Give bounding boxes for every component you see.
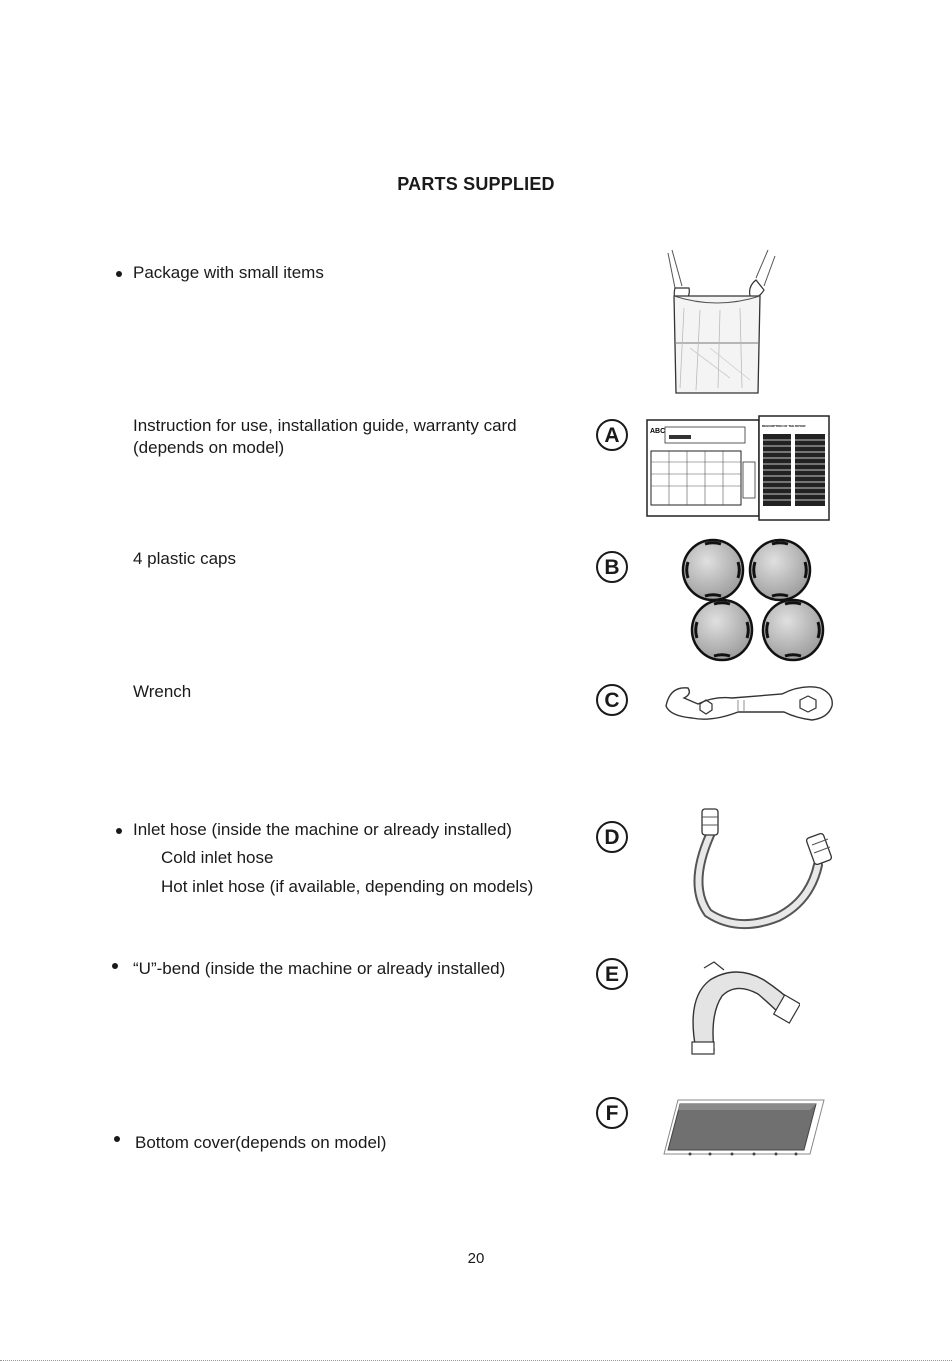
bullet-package [116,271,122,277]
caps-text: 4 plastic caps [133,549,236,568]
wrench-icon [662,682,838,726]
inlet-hose-line2: Cold inlet hose [161,848,274,867]
label-a: A [596,419,628,451]
page-title: PARTS SUPPLIED [397,174,555,194]
u-bend-icon [680,958,800,1062]
manual-booklet-icon [643,414,833,522]
label-d: D [596,821,628,853]
bag-with-hands-icon [660,248,780,398]
plastic-cap-icon [680,535,840,665]
package-text: Package with small items [133,263,324,282]
instructions-line2: (depends on model) [133,438,285,457]
bullet-inlet-hose [116,828,122,834]
u-bend-text: “U”-bend (inside the machine or already installed) [133,959,506,978]
bottom-cover-icon [660,1094,828,1158]
label-b: B [596,551,628,583]
wrench-text: Wrench [133,682,192,701]
label-f: F [596,1097,628,1129]
inlet-hose-line3: Hot inlet hose (if available, depending on models) [161,877,534,896]
inlet-hose-line1: Inlet hose (inside the machine or already installed) [133,820,512,839]
bullet-bottom-cover [114,1136,120,1142]
bottom-rule [0,1360,952,1361]
page-number: 20 [467,1250,485,1267]
instructions-line1: Instruction for use, installation guide, warranty card [133,416,517,435]
label-e: E [596,958,628,990]
bullet-u-bend [112,963,118,969]
sheet-heading: DESCRIPTION OF THE DRYER [762,424,806,428]
label-c: C [596,684,628,716]
sheet-label: ABC [650,428,666,435]
bottom-cover-text: Bottom cover(depends on model) [135,1133,387,1152]
inlet-hose-icon [688,805,838,935]
